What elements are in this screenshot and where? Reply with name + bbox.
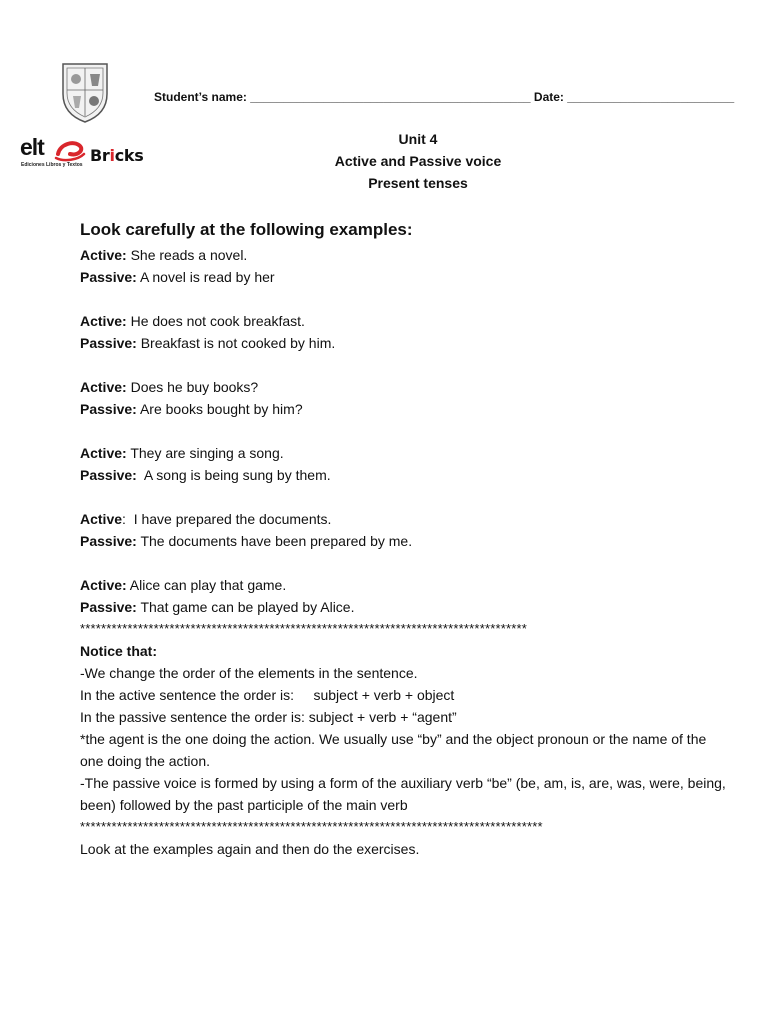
passive-sentence: That game can be played by Alice. bbox=[136, 599, 355, 615]
example-pair bbox=[80, 244, 730, 288]
passive-sentence: A song is being sung by them. bbox=[136, 467, 331, 483]
example-pair bbox=[80, 574, 730, 618]
example-pair bbox=[80, 508, 730, 552]
notice-line: *the agent is the one doing the action. We usually use “by” and the object pronoun or the name of the one doing the action. bbox=[80, 731, 707, 769]
active-sentence: They are singing a song. bbox=[126, 445, 284, 461]
notice-line: In the active sentence the order is: subject + verb + object bbox=[80, 687, 455, 703]
active-label: Active: bbox=[80, 313, 127, 329]
subtopic-title: Present tenses bbox=[368, 175, 468, 191]
notice-line: -The passive voice is formed by using a form of the auxiliary verb “be” (be, am, is, are, was, were, being, been) followed by the past participle of the main verb bbox=[80, 775, 726, 813]
unit-title: Unit 4 bbox=[398, 131, 438, 147]
elt-logo-text: elt bbox=[20, 134, 44, 160]
active-sentence: He does not cook breakfast. bbox=[126, 313, 305, 329]
active-label: Active: bbox=[80, 577, 127, 593]
passive-sentence: Are books bought by him? bbox=[136, 401, 303, 417]
bricks-logo-part-2: cks bbox=[114, 146, 144, 165]
topic-title: Active and Passive voice bbox=[334, 153, 502, 169]
example-pair bbox=[80, 376, 730, 420]
divider-stars: ************************************************************************************* bbox=[80, 621, 528, 636]
school-crest-logo bbox=[60, 60, 110, 124]
date-label: Date: bbox=[533, 90, 564, 104]
bricks-logo-part-1: Br bbox=[90, 146, 110, 165]
notice-line: In the passive sentence the order is: subject + verb + “agent” bbox=[80, 709, 457, 725]
closing-instruction: Look at the examples again and then do the exercises. bbox=[80, 841, 420, 857]
notice-heading: Notice that: bbox=[80, 643, 157, 659]
student-name-blank[interactable]: __________________________________________ bbox=[250, 90, 531, 104]
active-label: Active: bbox=[80, 445, 127, 461]
student-name-label: Student’s name: bbox=[154, 90, 247, 104]
active-label: Active: bbox=[80, 379, 127, 395]
passive-label: Passive: bbox=[80, 533, 137, 549]
example-pair bbox=[80, 310, 730, 354]
passive-sentence: A novel is read by her bbox=[136, 269, 275, 285]
passive-label: Passive: bbox=[80, 467, 137, 483]
worksheet-content bbox=[80, 218, 730, 860]
passive-label: Passive: bbox=[80, 401, 137, 417]
active-sentence: She reads a novel. bbox=[126, 247, 248, 263]
passive-sentence: The documents have been prepared by me. bbox=[136, 533, 413, 549]
passive-sentence: Breakfast is not cooked by him. bbox=[136, 335, 336, 351]
examples-heading: Look carefully at the following examples: bbox=[80, 220, 413, 239]
passive-label: Passive: bbox=[80, 335, 137, 351]
example-pair bbox=[80, 442, 730, 486]
date-blank[interactable]: _________________________ bbox=[567, 90, 735, 104]
worksheet-title bbox=[290, 128, 546, 194]
publisher-logos bbox=[20, 134, 160, 172]
passive-label: Passive: bbox=[80, 599, 137, 615]
active-sentence: : I have prepared the documents. bbox=[122, 511, 332, 527]
active-sentence: Does he buy books? bbox=[126, 379, 259, 395]
active-label: Active: bbox=[80, 247, 127, 263]
notice-line: -We change the order of the elements in the sentence. bbox=[80, 665, 418, 681]
elt-logo-subtitle: Ediciones Libros y Textos bbox=[21, 162, 83, 168]
active-sentence: Alice can play that game. bbox=[126, 577, 287, 593]
passive-label: Passive: bbox=[80, 269, 137, 285]
bricks-logo bbox=[90, 146, 143, 165]
bricks-logo-i: i bbox=[109, 146, 115, 165]
student-info-line bbox=[154, 90, 734, 104]
divider-stars: **************************************************************************************** bbox=[80, 819, 543, 834]
active-label: Active bbox=[80, 511, 123, 527]
